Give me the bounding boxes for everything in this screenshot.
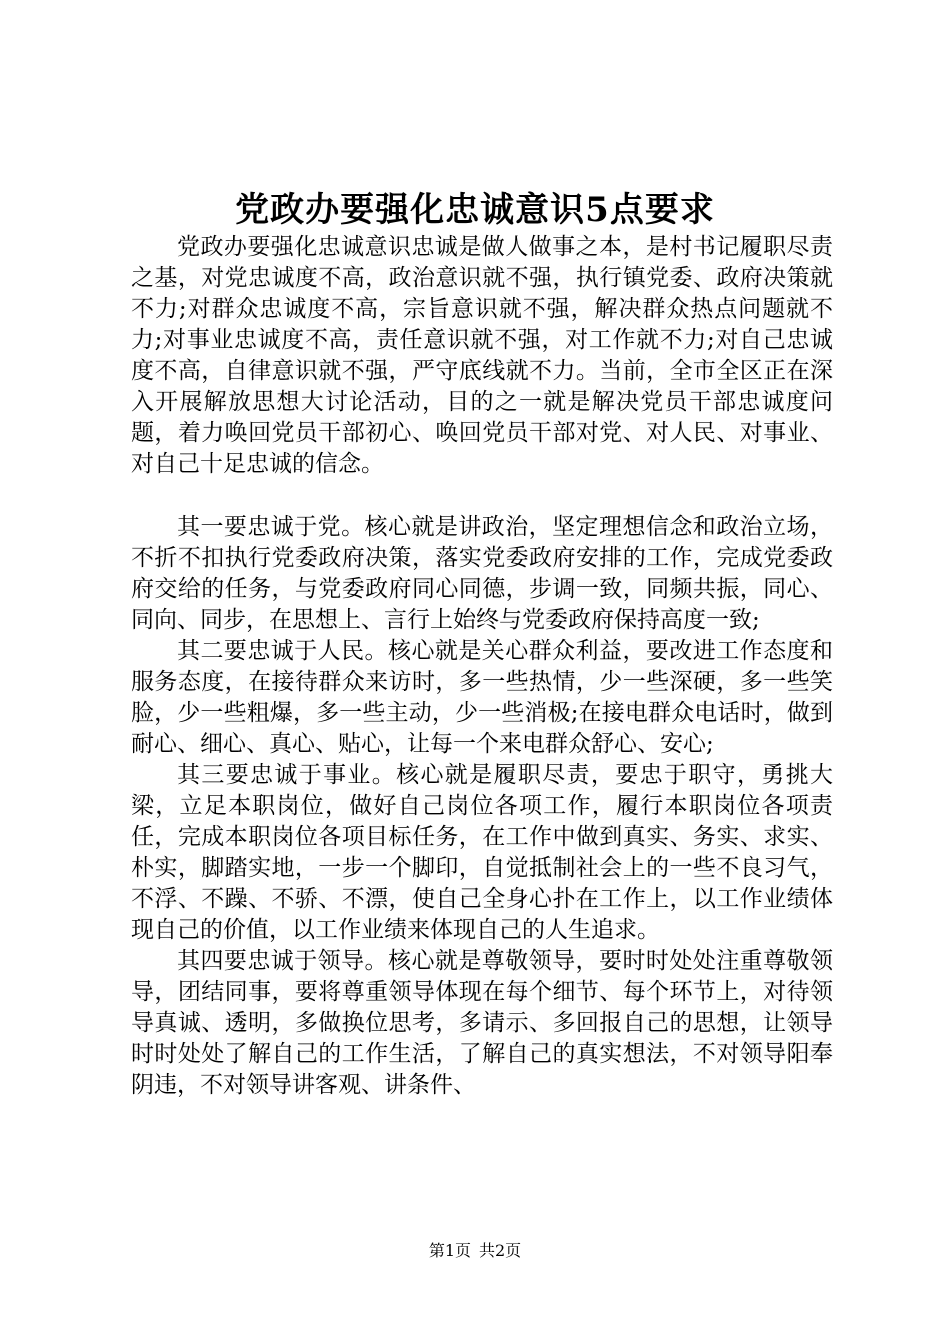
points-section [131, 512, 833, 1101]
page-number-total: 共2页 [479, 1241, 522, 1260]
page-number-current: 第1页 [428, 1241, 471, 1260]
intro-paragraph: 党政办要强化忠诚意识忠诚是做人做事之本，是村书记履职尽责之基，对党忠诚度不高，政治意识就不强，执行镇党委、政府决策就不力;对群众忠诚度不高，宗旨意识就不强，解决群众热点问题就不力;对事业忠诚度不高，责任意识就不强，对工作就不力;对自己忠诚度不高，自律意识就不强，严守底线就不力。当前，全市全区正在深入开展解放思想大讨论活动，目的之一就是解决党员干部忠诚度问题，着力唤回党员干部初心、唤回党员干部对党、对人民、对事业、对自己十足忠诚的信念。 [131, 234, 833, 477]
point-paragraph-3: 其三要忠诚于事业。核心就是履职尽责，要忠于职守，勇挑大梁，立足本职岗位，做好自己岗位各项工作，履行本职岗位各项责任，完成本职岗位各项目标任务，在工作中做到真实、务实、求实、朴实，脚踏实地，一步一个脚印，自觉抵制社会上的一些不良习气，不浮、不躁、不骄、不漂，使自己全身心扑在工作上，以工作业绩体现自己的价值，以工作业绩来体现自己的人生追求。 [131, 762, 833, 943]
point-paragraph-1: 其一要忠诚于党。核心就是讲政治，坚定理想信念和政治立场，不折不扣执行党委政府决策，落实党委政府安排的工作，完成党委政府交给的任务，与党委政府同心同德，步调一致，同频共振，同心、同向、同步，在思想上、言行上始终与党委政府保持高度一致; [131, 514, 833, 633]
point-paragraph-4: 其四要忠诚于领导。核心就是尊敬领导，要时时处处注重尊敬领导，团结同事，要将尊重领导体现在每个细节、每个环节上，对待领导真诚、透明，多做换位思考，多请示、多回报自己的思想，让领导时时处处了解自己的工作生活，了解自己的真实想法，不对领导阳奉阴违，不对领导讲客观、讲条件、 [131, 948, 833, 1098]
intro-section [131, 232, 833, 480]
point-paragraph-2: 其二要忠诚于人民。核心就是关心群众利益，要改进工作态度和服务态度，在接待群众来访时，多一些热情，少一些深硬，多一些笑脸，少一些粗爆，多一些主动，少一些消极;在接电群众电话时，做到耐心、细心、真心、贴心，让每一个来电群众舒心、安心; [131, 638, 833, 757]
page-footer [0, 1241, 950, 1261]
document-title: 党政办要强化忠诚意识5点要求 [235, 190, 715, 230]
